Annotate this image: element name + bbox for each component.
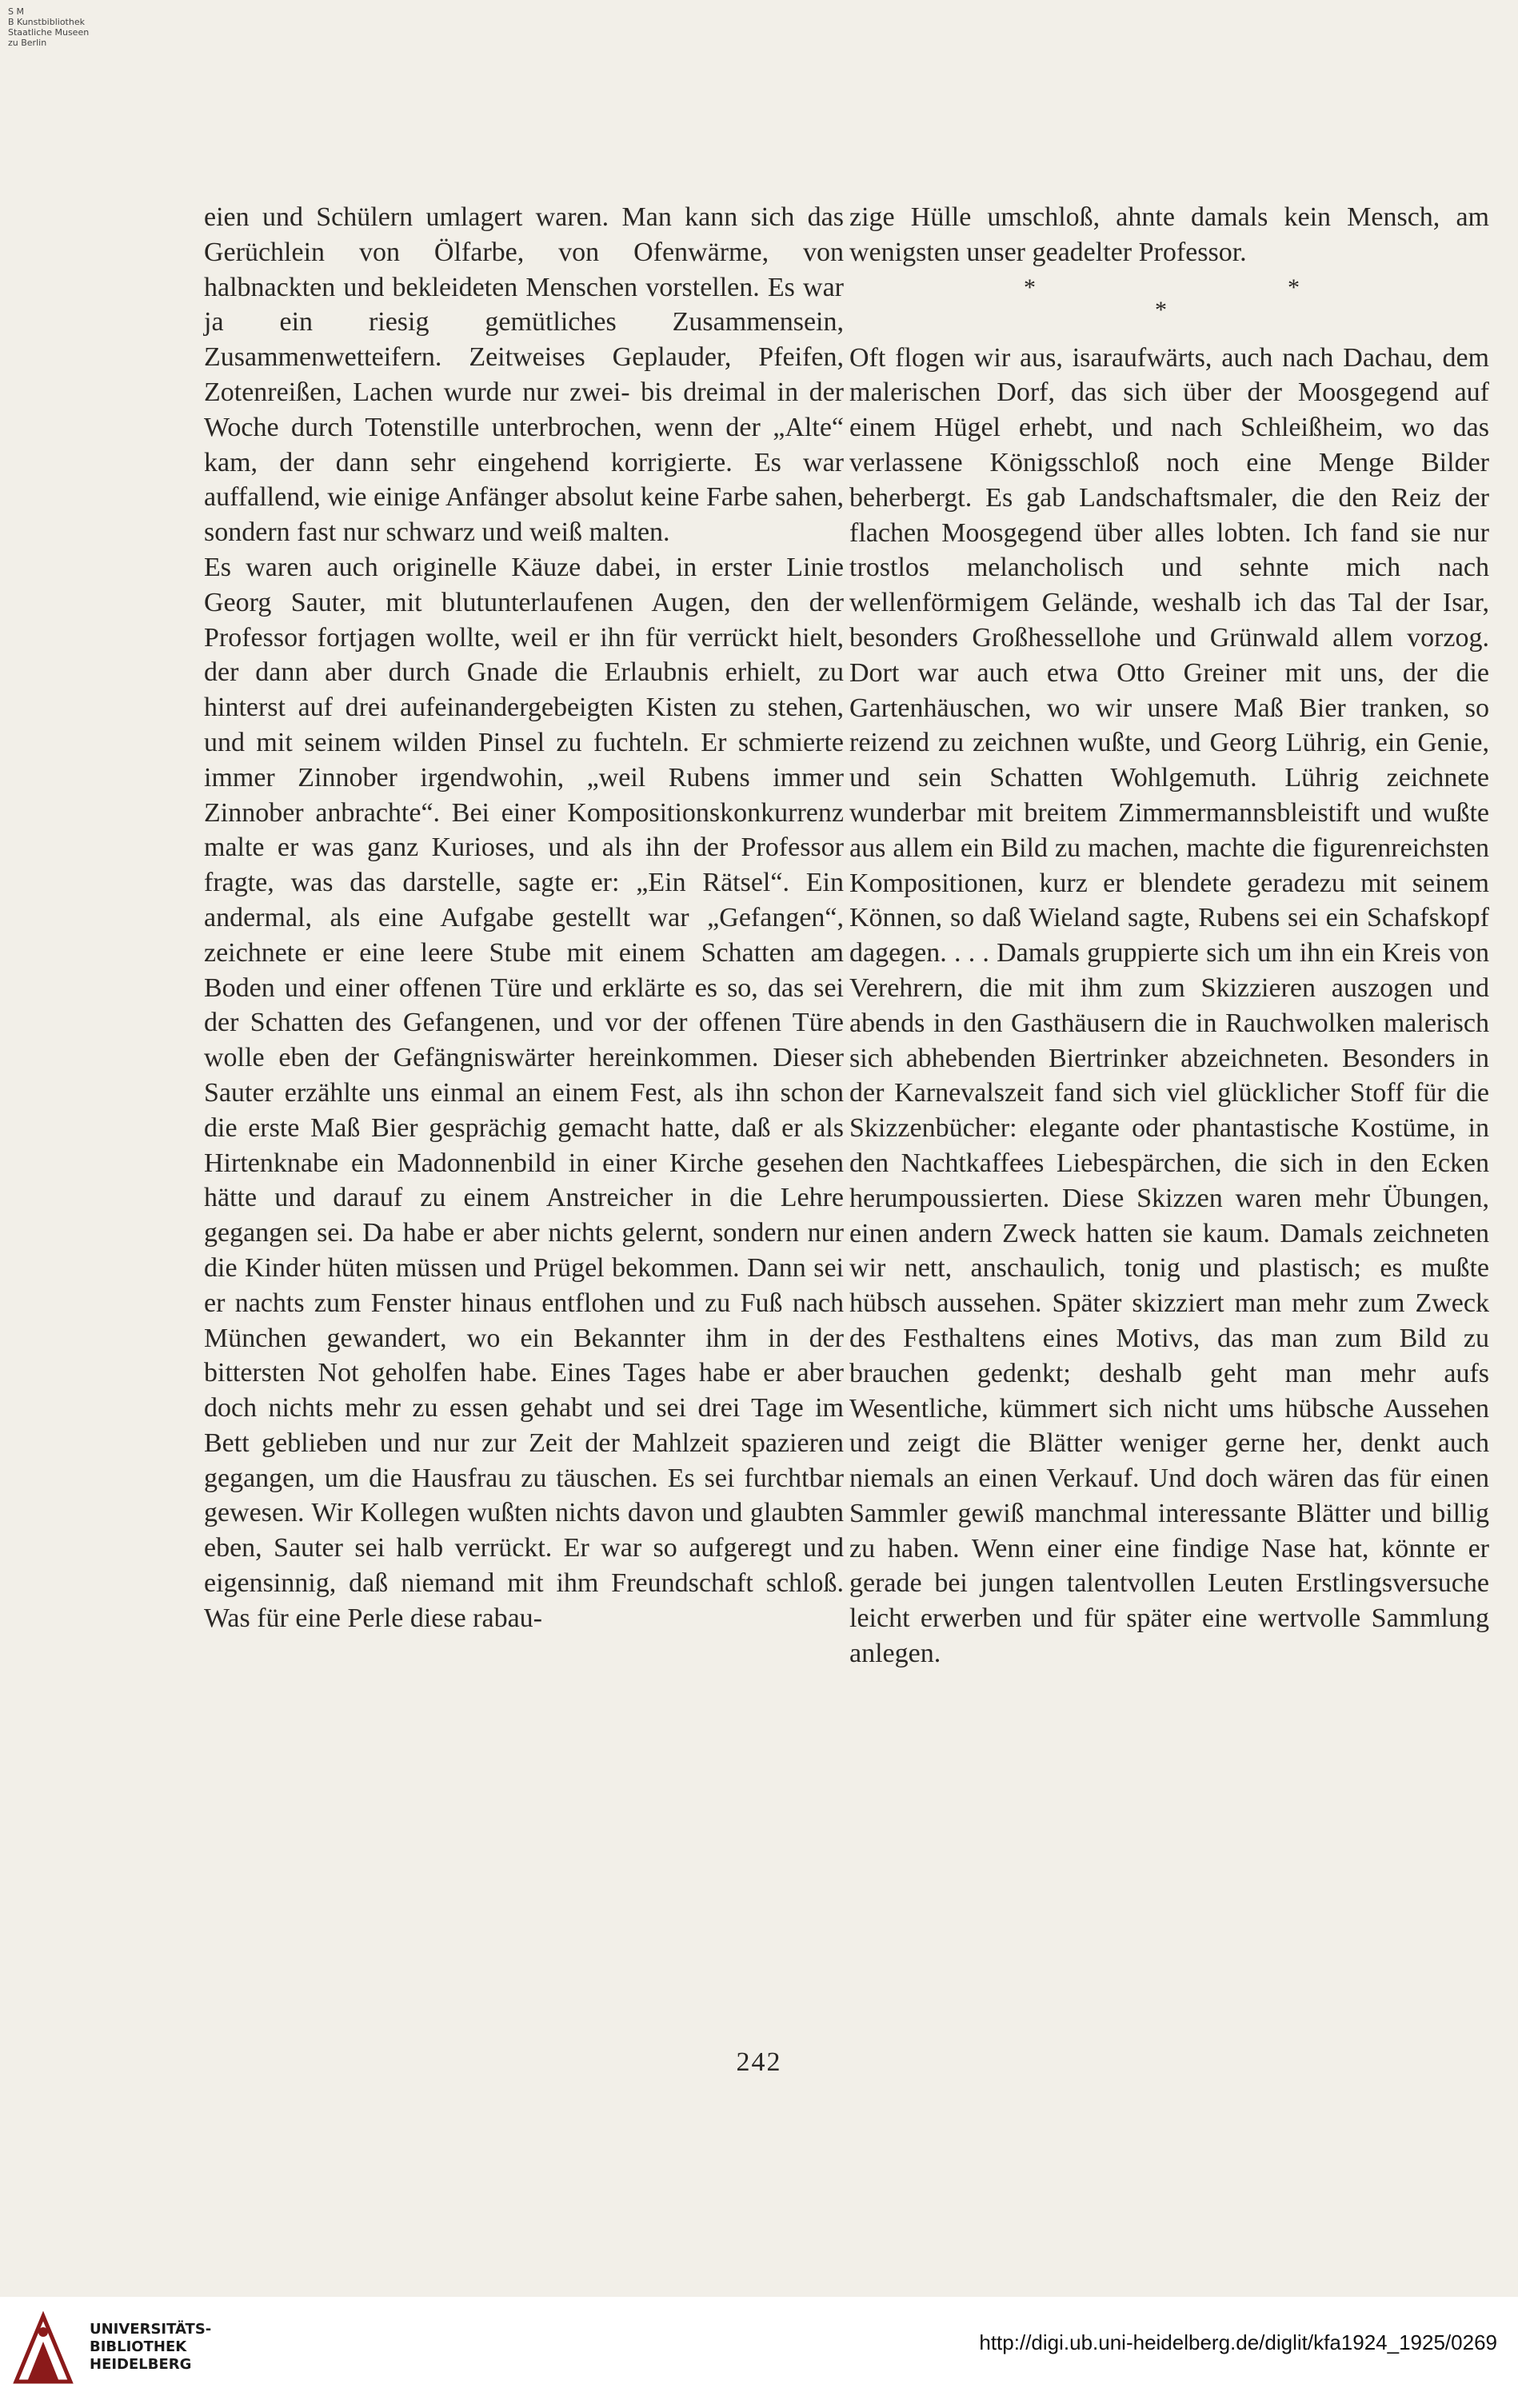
stamp-line: S M bbox=[8, 6, 24, 17]
asterisk-glyph: * bbox=[1155, 296, 1167, 323]
left-text-column bbox=[204, 200, 844, 1636]
footer-bar bbox=[0, 2297, 1518, 2408]
asterisk-glyph: * bbox=[1288, 274, 1300, 301]
stamp-line: zu Berlin bbox=[8, 38, 47, 48]
paragraph: eien und Schülern umlagert waren. Man kann sich das Gerüchlein von Ölfarbe, von Ofenwärme, von halbnackten und bekleideten Menschen vorstellen. Es war ja ein riesig gemütliches Zusammensein, Zusammenwetteifern. Zeitweises Geplauder, Pfeifen, Zotenreißen, Lachen wurde nur zwei- bis dreimal in der Woche durch Totenstille unterbrochen, wenn der „Alte“ kam, der dann sehr eingehend korrigierte. Es war auffallend, wie einige Anfänger absolut keine Farbe sahen, sondern fast nur schwarz und weiß malten. bbox=[204, 202, 844, 548]
logo-line: HEIDELBERG bbox=[90, 2356, 192, 2373]
paragraph: Oft flogen wir aus, isaraufwärts, auch nach Dachau, dem malerischen Dorf, das sich über der Moosgegend auf einem Hügel erhebt, und nach Schleißheim, wo das verlassene Königsschloß noch eine Menge Bilder beherbergt. Es gab Landschaftsmaler, die den Reiz der flachen Moosgegend über alles lobten. Ich fand sie nur trostlos melancholisch und sehnte mich nach wellenförmigem Gelände, weshalb ich das Tal der Isar, besonders Großhessellohe und Grünwald allem vorzog. Dort war auch etwa Otto Greiner mit uns, der die Gartenhäuschen, wo wir unsere Maß Bier tranken, so reizend zu zeichnen wußte, und Georg Lührig, ein Genie, und sein Schatten Wohlgemuth. Lührig zeichnete wunderbar mit breitem Zimmermannsbleistift und wußte aus allem ein Bild zu machen, machte die figurenreichsten Kompositionen, kurz er blendete geradezu mit seinem Können, so daß Wieland sagte, Rubens sei ein Schafskopf dagegen. . . . Damals gruppierte sich um ihn ein Kreis von Verehrern, die mit ihm zum Skizzieren auszogen und abends in den Gasthäusern die in Rauchwolken malerisch sich abhebenden Biertrinker abzeichneten. Besonders in der Karnevalszeit fand sich viel glücklicher Stoff für die Skizzenbücher: elegante oder phantastische Kostüme, in den Nachtkaffees Liebespärchen, die sich in den Ecken herumpoussierten. Diese Skizzen waren mehr Übungen, einen andern Zweck hatten sie kaum. Damals zeichneten wir nett, anschaulich, tonig und plastisch; es mußte hübsch aussehen. Später skizziert man mehr zum Zweck des Festhaltens eines Motivs, das man zum Bild zu brauchen gedenkt; deshalb geht man mehr aufs Wesentliche, kümmert sich nicht ums hübsche Aussehen und zeigt die Blätter weniger gerne her, denkt auch niemals an einen Verkauf. Und doch wären das für einen Sammler gewiß manchmal interessante Blätter und billig zu haben. Wenn einer eine findige Nase hat, könnte er gerade bei jungen talentvollen Leuten Erstlingsversuche leicht erwerben und für später eine wertvolle Sammlung anlegen. bbox=[849, 342, 1489, 1669]
page-number: 242 bbox=[736, 2047, 782, 2077]
asterism-divider bbox=[849, 270, 1489, 341]
right-text-column bbox=[849, 200, 1489, 1671]
paragraph: zige Hülle umschloß, ahnte damals kein Mensch, am wenigsten unser geadelter Professor. bbox=[849, 202, 1489, 267]
stamp-line: Staatliche Museen bbox=[8, 27, 90, 38]
source-url-link[interactable]: http://digi.ub.uni-heidelberg.de/diglit/kfa1924_1925/0269 bbox=[979, 2330, 1497, 2354]
library-stamp bbox=[8, 6, 89, 48]
asterisk-glyph: * bbox=[1024, 274, 1036, 301]
logo-line: UNIVERSITÄTS- bbox=[90, 2321, 212, 2338]
logo-text bbox=[90, 2321, 211, 2374]
logo-line: BIBLIOTHEK bbox=[90, 2338, 187, 2355]
university-library-logo-icon bbox=[11, 2308, 75, 2388]
stamp-line: B Kunstbibliothek bbox=[8, 17, 85, 27]
paragraph: Es waren auch originelle Käuze dabei, in erster Linie Georg Sauter, mit blutunterlaufenen Augen, den der Professor fortjagen wollte, weil er ihn für verrückt hielt, der dann aber durch Gnade die Erlaubnis erhielt, zu hinterst auf drei aufeinandergebeigten Kisten zu stehen, und mit seinem wilden Pinsel zu fuchteln. Er schmierte immer Zinnober irgendwohin, „weil Rubens immer Zinnober anbrachte“. Bei einer Kompositionskonkurrenz malte er was ganz Kurioses, und als ihn der Professor fragte, was das darstelle, sagte er: „Ein Rätsel“. Ein andermal, als eine Aufgabe gestellt war „Gefangen“, zeichnete er eine leere Stube mit einem Schatten am Boden und einer offenen Türe und erklärte es so, das sei der Schatten des Gefangenen, und vor der offenen Türe wolle eben der Gefängniswärter hereinkommen. Dieser Sauter erzählte uns einmal an einem Fest, als ihn schon die erste Maß Bier gesprächig gemacht hatte, daß er als Hirtenknabe ein Madonnenbild in einer Kirche gesehen hätte und darauf zu einem Anstreicher in die Lehre gegangen sei. Da habe er aber nichts gelernt, sondern nur die Kinder hüten müssen und Prügel bekommen. Dann sei er nachts zum Fenster hinaus entflohen und zu Fuß nach München gewandert, wo ein Bekannter ihm in der bittersten Not geholfen habe. Eines Tages habe er aber doch nichts mehr zu essen gehabt und sei drei Tage im Bett geblieben und nur zur Zeit der Mahlzeit spazieren gegangen, um die Hausfrau zu täuschen. Es sei furchtbar gewesen. Wir Kollegen wußten nichts davon und glaubten eben, Sauter sei halb verrückt. Er war so aufgeregt und eigensinnig, daß niemand mit ihm Freundschaft schloß. Was für eine Perle diese rabau- bbox=[204, 552, 844, 1633]
